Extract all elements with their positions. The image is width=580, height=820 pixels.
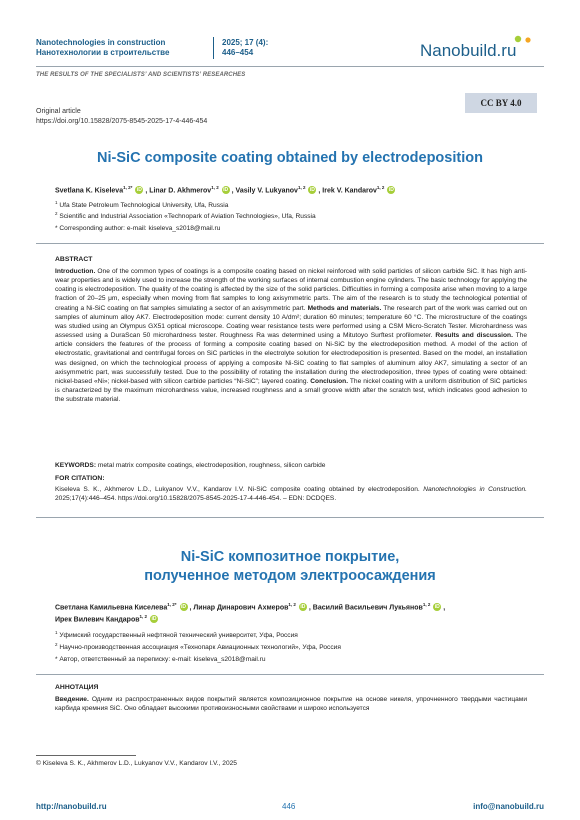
orcid-icon[interactable]: iD (300, 604, 306, 611)
keywords-label: KEYWORDS: (55, 462, 97, 469)
section-heading: THE RESULTS OF THE SPECIALISTS’ AND SCIENTISTS’ RESEARCHES (36, 72, 246, 78)
corresponding-author-ru: * Автор, ответственный за переписку: e-mail: kiseleva_s2018@mail.ru (55, 656, 266, 663)
license-badge[interactable]: CC BY 4.0 (465, 93, 537, 113)
corresponding-author-en: * Corresponding author: e-mail: kiseleva_s2018@mail.ru (55, 225, 221, 232)
citation-body (55, 485, 527, 503)
orcid-icon[interactable]: iD (434, 604, 440, 611)
title-ru-line: Ni-SiC композитное покрытие, (180, 549, 400, 565)
abstract-intro: One of the common types of coatings is a composite coating based on nickel reinforced with solid particles of silicon carbide SiC. It has high anti-wear properties and is widely used to increase the strength of the working surfaces of internal combustion engine cylinders. The basic technology for applying the coating is electrodeposition. The quality of the coating is affected by the size of the solid particles. Difficulties in forming a composite arise when moving to a large fraction of 20–25 μm, especially when moving from flat samples to long axisymmetric parts. The aim of the research is to study the technological potential of creating a Ni-SiC coating on flat samples simulating a sector of an axisymmetric part. (55, 268, 527, 312)
author-affiliation-sup: 1, 2* (167, 602, 177, 607)
article-type: Original article (36, 108, 81, 115)
orcid-icon[interactable]: iD (181, 604, 186, 611)
issue-pages: 446–454 (222, 48, 254, 57)
keywords-text: metal matrix composite coatings, electrodeposition, roughness, silicon carbide (97, 462, 326, 469)
author-list-en: Svetlana K. Kiseleva$^{1, 2*}$ iD , Linar D. Akhmerov$^{1, 2}$ iD , Vasily V. Lukyanov$^{1, 2}$ iD , Irek V. Kandarov$^{1, 2}$ iD (55, 185, 394, 195)
citation-tail: 2025;17(4):446–454. https://doi.org/10.15828/2075-8545-2025-17-4-446-454. – EDN: DCDQES. (55, 495, 337, 503)
article-title-ru (0, 548, 580, 586)
orcid-icon[interactable]: iD (151, 616, 157, 623)
author-name: Vasily V. Lukyanov (235, 187, 298, 195)
affiliation-ru (55, 642, 341, 651)
abstract-ru-intro: Одним из распространенных видов покрытий является композиционное покрытие на основе никеля, упрочненного твердыми частицами карбида кремния SiC. Оно обладает высокими противоизносными свойствами и широко используется (55, 696, 527, 713)
footer-email-link[interactable]: info@nanobuild.ru (473, 802, 544, 811)
author-name: Светлана Камильевна Киселева (55, 604, 168, 612)
affiliation-en (55, 211, 316, 220)
author-affiliation-sup: 1, 2* (123, 185, 133, 190)
section-divider (36, 517, 544, 518)
section-divider (36, 674, 544, 675)
affiliation-text: Scientific and Industrial Association «Technopark of Aviation Technologies», Ufa, Russia (59, 213, 316, 221)
footer-website-link[interactable]: http://nanobuild.ru (36, 802, 107, 811)
logo-text: Nanobuild.ru (420, 41, 517, 60)
footnote-rule (36, 755, 136, 756)
abstract-methods: The research part of the work was carried out on samples of aluminum alloy AK7. Electrodeposition mode: current density 10 A/dm²; duration 60 minutes; temperature 60 °C. The microstructure of the coatings was studied using an Olympus GX51 optical microscope. Coating wear resistance tests were performed using a CSM Micro-Scratch Tester. Microhardness was assessed using a DuraScan 50 microhardness tester. Roughness Ra was determined using a Mitutoyo Surftest profilometer. (55, 304, 527, 340)
affiliation-text: Научно-производственная ассоциация «Технопарк Авиационных технологий», Уфа, Россия (59, 644, 341, 652)
abstract-label: Results and discussion. (435, 332, 513, 340)
author-list-ru: Светлана Камильевна Киселева$^{1, 2*}$ iD , Линар Динарович Ахмеров$^{1, 2}$ iD , Василий Васильевич Лукьянов$^{1, 2}$ iD , (55, 602, 446, 612)
author-affiliation-sup: 1, 2 (288, 602, 296, 607)
author-name: Ирек Вилевич Кандаров (55, 616, 140, 624)
author-affiliation-sup: 1, 2 (297, 185, 306, 190)
author-affiliation-sup: 1, 2 (211, 185, 219, 190)
abstract-results: The article considers the features of the process of forming a composite coating based on Ni-SiC by the electrodeposition method. A model of the action of electrostatic, gravitational and centrifugal forces on SiC particles in the electrolyte solution for electrodeposition is presented. Based on the model, an installation was designed, on which the technological process of applying a composite Ni-SiC coating to flat samples of aluminum alloy AK7, simulating a sector of an axisymmetric part, was successfully tested. Due to the possibility of rotating the installation during the electrodeposition, three types of coating were obtained: nickel-based «Ni»; nickel-based with silicon carbide particles “Ni-SiC”; layered coating. (55, 332, 527, 385)
section-divider (36, 243, 544, 244)
journal-name-en: Nanotechnologies in construction (36, 38, 166, 47)
doi-link[interactable]: https://doi.org/10.15828/2075-8545-2025-17-4-446-454 (36, 118, 208, 125)
article-title-en: Ni-SiC composite coating obtained by electrodeposition (97, 150, 483, 166)
header-rule (36, 66, 544, 67)
orcid-icon[interactable]: iD (223, 187, 229, 194)
orcid-icon[interactable]: iD (309, 187, 315, 194)
page-number: 446 (282, 802, 296, 811)
abstract-ru-heading: АННОТАЦИЯ (55, 684, 99, 691)
author-name: Василий Васильевич Лукьянов (312, 604, 423, 612)
abstract-body (55, 267, 527, 404)
author-name: Линар Динарович Ахмеров (193, 604, 289, 612)
orcid-icon[interactable]: iD (136, 187, 142, 194)
keywords (55, 461, 527, 470)
citation-heading: FOR CITATION: (55, 475, 105, 482)
title-ru-line: полученное методом электроосаждения (144, 568, 436, 584)
abstract-label: Conclusion. (310, 377, 349, 385)
abstract-ru-body (55, 695, 527, 713)
author-list-ru-cont (55, 614, 160, 623)
copyright-notice: © Kiseleva S. K., Akhmerov L.D., Lukyanov V.V., Kandarov I.V., 2025 (36, 760, 237, 767)
affiliation-sup: 2 (55, 211, 58, 216)
author-affiliation-sup: 1, 2 (139, 614, 148, 619)
nanobuild-logo (420, 34, 540, 62)
affiliation-text: Уфимский государственный нефтяной технический университет, Уфа, Россия (59, 632, 298, 640)
orcid-icon[interactable]: iD (388, 187, 394, 194)
affiliation-sup: 1 (55, 200, 58, 205)
abstract-ru-label: Введение. (55, 696, 89, 703)
author-affiliation-sup: 1, 2 (422, 602, 431, 607)
abstract-conclusion: The nickel coating with a uniform distribution of SiC particles is characterized by the maximum microhardness value, increased roughness and a small groove width after the scratch test, which indicates good adhesion to the substrate material. (55, 377, 527, 404)
header-divider (213, 37, 214, 59)
author-name: Svetlana K. Kiseleva (55, 187, 124, 195)
affiliation-sup: 1 (55, 630, 58, 635)
author-name: Linar D. Akhmerov (149, 187, 212, 195)
abstract-heading: ABSTRACT (55, 256, 93, 263)
journal-name-ru: Нанотехнологии в строительстве (36, 48, 170, 57)
affiliation-sup: 2 (55, 642, 58, 647)
affiliation-en (55, 200, 228, 209)
citation-text: Kiseleva S. K., Akhmerov L.D., Lukyanov V.V., Kandarov I.V. Ni-SiC composite coating obtained by electrodeposition. (55, 486, 420, 493)
citation-journal: Nanotechnologies in Construction. (423, 486, 528, 493)
affiliation-ru (55, 630, 298, 639)
issue-volume: 2025; 17 (4): (222, 38, 269, 47)
author-affiliation-sup: 1, 2 (376, 185, 385, 190)
abstract-label: Introduction. (55, 268, 96, 275)
author-name: Irek V. Kandarov (322, 187, 377, 195)
affiliation-text: Ufa State Petroleum Technological University, Ufa, Russia (59, 202, 229, 210)
abstract-label: Methods and materials. (307, 304, 382, 312)
